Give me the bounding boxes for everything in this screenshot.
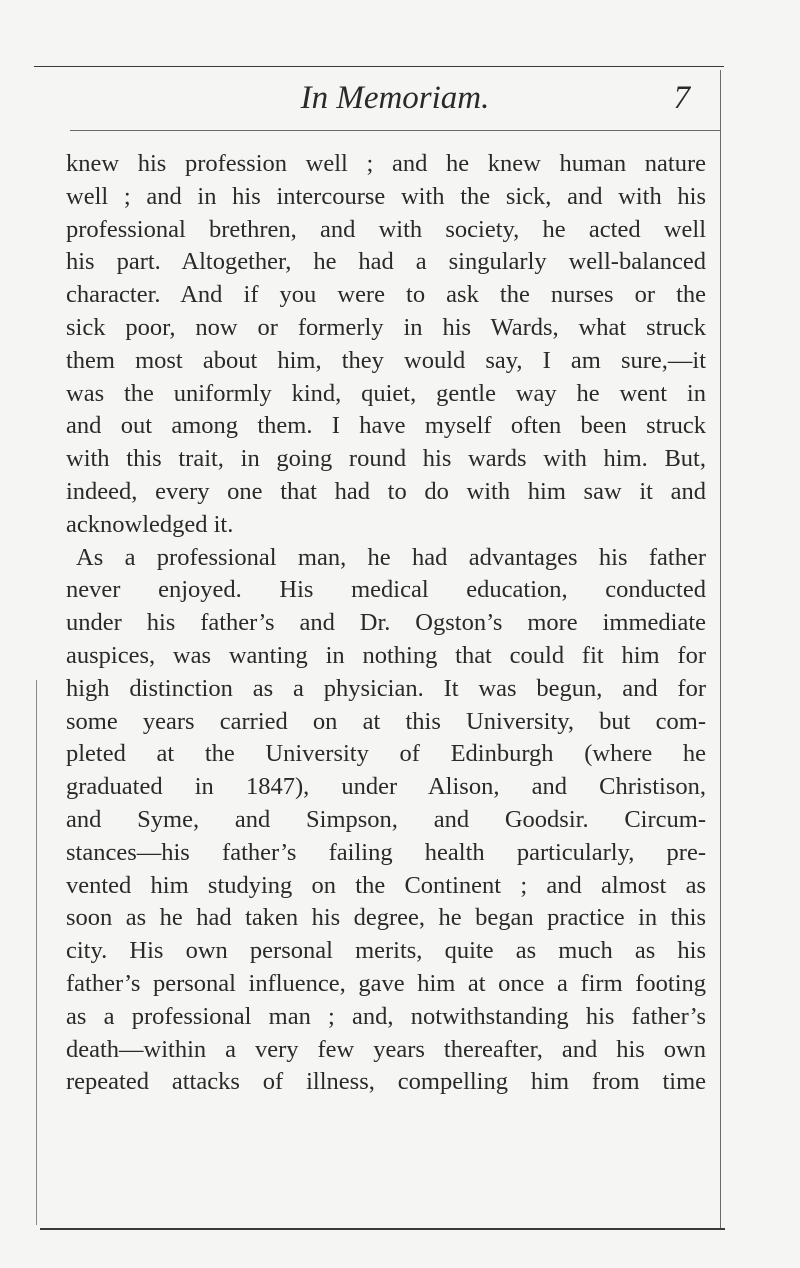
text-line: under his father’s and Dr. Ogston’s more immediate <box>66 609 706 637</box>
text-line: character. And if you were to ask the nurses or the <box>66 281 706 309</box>
text-line: professional brethren, and with society, he acted well <box>66 215 706 243</box>
page-header <box>70 78 720 122</box>
right-border-rule <box>720 70 721 1230</box>
text-line: was the uniformly kind, quiet, gentle way he went in <box>66 379 706 407</box>
text-line: auspices, was wanting in nothing that could fit him for <box>66 641 706 669</box>
body-text <box>66 148 706 1099</box>
text-line: death—within a very few years thereafter, and his own <box>66 1035 706 1063</box>
text-line: father’s personal influence, gave him at once a firm footing <box>66 969 706 997</box>
text-line: knew his profession well ; and he knew human nature <box>66 150 706 177</box>
paragraph-start-line: As a professional man, he had advantages his father <box>76 543 706 571</box>
page-number: 7 <box>673 80 690 116</box>
left-border-rule <box>36 680 37 1225</box>
running-title: In Memoriam. <box>300 80 490 116</box>
text-line: never enjoyed. His medical education, conducted <box>66 576 706 604</box>
text-line: pleted at the University of Edinburgh (where he <box>66 740 706 768</box>
text-line: sick poor, now or formerly in his Wards, what struck <box>66 313 706 341</box>
text-line: some years carried on at this University, but com- <box>66 707 706 735</box>
text-line: as a professional man ; and, notwithstanding his father’s <box>66 1002 706 1030</box>
bottom-border-rule <box>40 1228 725 1230</box>
text-line: stances—his father’s failing health particularly, pre- <box>66 838 706 866</box>
text-line: acknowledged it. <box>66 510 234 538</box>
text-line: well ; and in his intercourse with the sick, and with his <box>66 182 706 210</box>
text-line: vented him studying on the Continent ; and almost as <box>66 871 706 899</box>
text-line: graduated in 1847), under Alison, and Christison, <box>66 773 706 801</box>
text-line: repeated attacks of illness, compelling him from time <box>66 1068 706 1096</box>
text-line: and out among them. I have myself often been struck <box>66 412 706 440</box>
text-line: high distinction as a physician. It was begun, and for <box>66 674 706 702</box>
header-rule <box>70 130 720 131</box>
text-line: city. His own personal merits, quite as much as his <box>66 937 706 965</box>
text-line: indeed, every one that had to do with him saw it and <box>66 477 706 505</box>
top-border-rule <box>34 66 724 67</box>
text-line: and Syme, and Simpson, and Goodsir. Circum- <box>66 805 706 833</box>
text-line: soon as he had taken his degree, he began practice in this <box>66 904 706 932</box>
text-line: with this trait, in going round his wards with him. But, <box>66 445 706 473</box>
text-line: them most about him, they would say, I am sure,—it <box>66 346 706 374</box>
text-line: his part. Altogether, he had a singularly well-balanced <box>66 248 706 276</box>
